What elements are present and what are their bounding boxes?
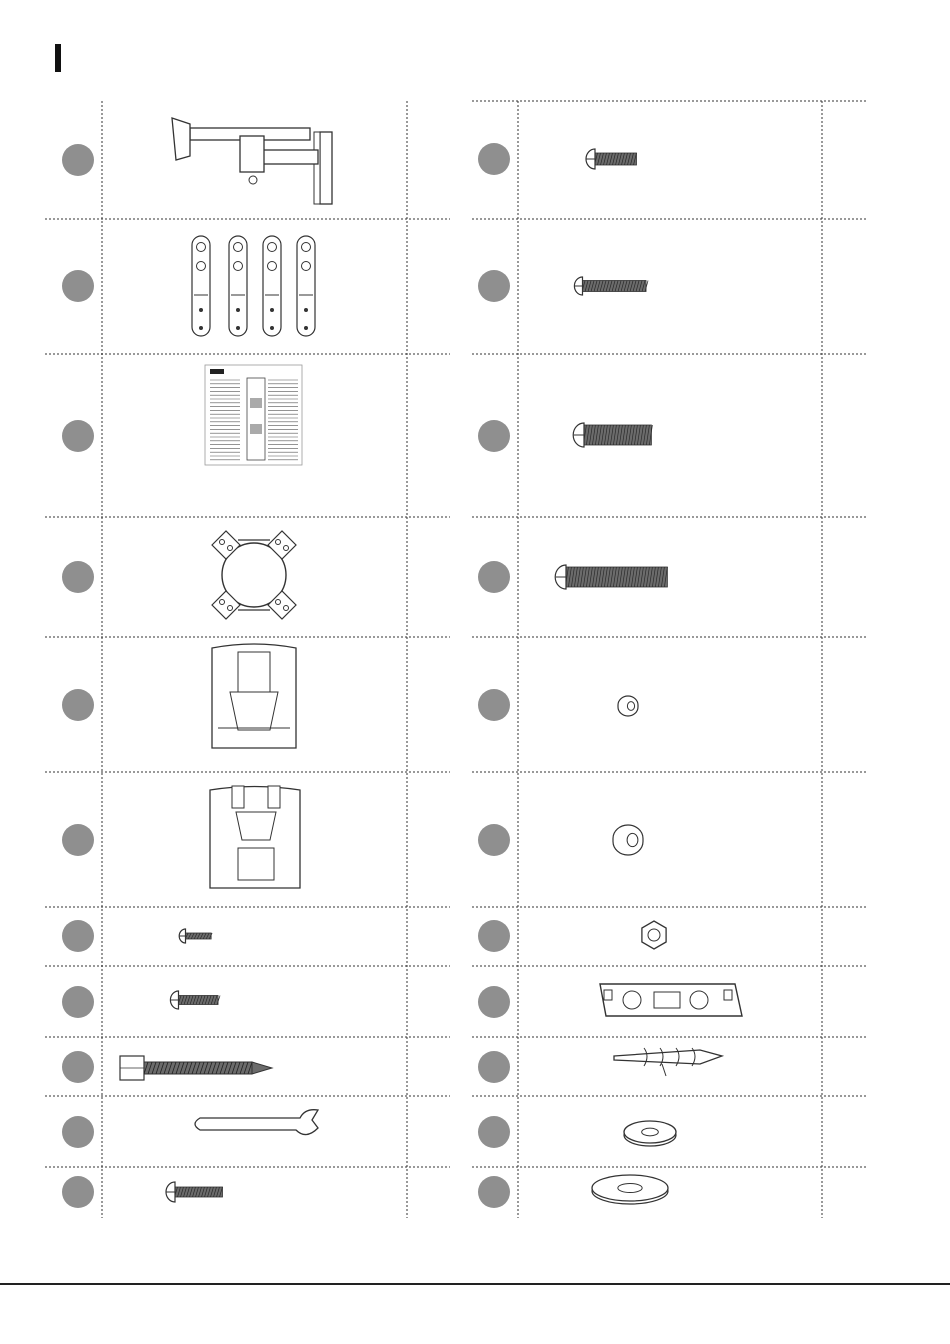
part-number-badge: [478, 420, 510, 452]
m6-screw-icon: [573, 423, 652, 447]
wrench-icon: [195, 1110, 318, 1135]
bubble-level-icon: [600, 984, 742, 1016]
part-number-badge: [62, 920, 94, 952]
mount-bracket-front-icon: [212, 644, 296, 748]
part-number-badge: [62, 1176, 94, 1208]
small-screw-icon: [179, 929, 212, 943]
medium-screw-icon: [170, 991, 220, 1009]
part-number-badge: [478, 1051, 510, 1083]
part-number-badge: [62, 824, 94, 856]
part-number-badge: [478, 920, 510, 952]
part-number-badge: [62, 1116, 94, 1148]
part-number-badge: [478, 1116, 510, 1148]
wall-anchor-icon: [614, 1048, 722, 1076]
part-number-badge: [62, 1051, 94, 1083]
m4-long-screw-icon: [574, 277, 648, 295]
part-number-badge: [478, 824, 510, 856]
table-gridlines: [45, 101, 868, 1218]
section-title-bar: [55, 44, 61, 72]
part-number-badge: [478, 986, 510, 1018]
part-number-badge: [62, 270, 94, 302]
vesa-adapter-plate-icon: [212, 531, 296, 619]
m4-screw-icon: [586, 149, 636, 169]
part-number-badge: [62, 986, 94, 1018]
large-washer-icon: [592, 1175, 668, 1204]
small-washer-icon: [624, 1121, 676, 1146]
m8-long-screw-icon: [555, 565, 667, 589]
footer-rule: [0, 1283, 950, 1285]
part-number-badge: [62, 689, 94, 721]
extension-straps-icon: [192, 236, 315, 336]
part-number-badge: [478, 143, 510, 175]
part-number-badge: [62, 420, 94, 452]
mount-bracket-rear-icon: [210, 786, 300, 888]
hex-nut-icon: [642, 921, 666, 949]
small-spacer-icon: [618, 696, 638, 716]
part-number-badge: [62, 144, 94, 176]
swing-arm-mount-icon: [172, 118, 332, 204]
part-number-badge: [478, 1176, 510, 1208]
large-spacer-icon: [613, 825, 643, 855]
part-number-badge: [478, 561, 510, 593]
screw-icon: [166, 1182, 223, 1202]
instruction-sheet-icon: [205, 365, 302, 465]
part-number-badge: [62, 561, 94, 593]
lag-bolt-icon: [120, 1056, 272, 1080]
part-number-badge: [478, 270, 510, 302]
part-number-badge: [478, 689, 510, 721]
